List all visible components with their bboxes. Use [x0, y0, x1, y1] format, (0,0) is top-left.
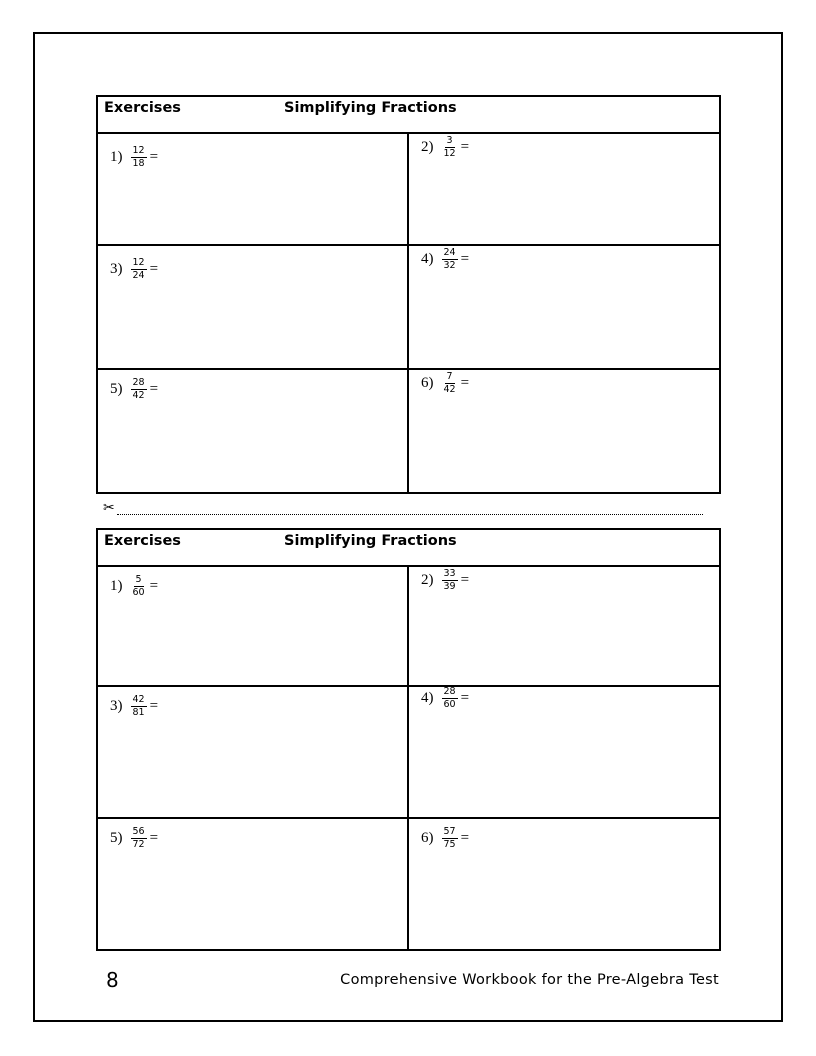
book-title-footer: Comprehensive Workbook for the Pre-Algebra Test	[340, 972, 719, 988]
equals-sign: =	[149, 149, 159, 165]
fraction	[442, 827, 458, 850]
fraction	[131, 258, 147, 281]
problem-4	[421, 687, 469, 710]
problem-number: 4)	[421, 690, 434, 706]
numerator: 12	[132, 145, 145, 156]
fraction	[442, 248, 458, 271]
denominator: 42	[132, 390, 145, 401]
problem-number: 2)	[421, 139, 434, 155]
problem-number: 1)	[110, 149, 123, 165]
denominator: 75	[443, 839, 456, 850]
problem-cell-4	[409, 687, 719, 819]
equals-sign: =	[460, 830, 470, 846]
problem-cell-6	[409, 370, 719, 492]
denominator: 42	[443, 384, 456, 395]
numerator: 42	[132, 694, 145, 705]
problem-number: 3)	[110, 698, 123, 714]
denominator: 72	[132, 839, 145, 850]
exercises-label: Exercises	[104, 533, 181, 549]
problem-5	[110, 827, 158, 850]
sheet-header	[98, 97, 719, 134]
fraction	[442, 569, 458, 592]
denominator: 81	[132, 707, 145, 718]
equals-sign: =	[460, 572, 470, 588]
numerator: 28	[443, 686, 456, 697]
denominator: 60	[443, 699, 456, 710]
problem-number: 4)	[421, 251, 434, 267]
problem-cell-6	[409, 819, 719, 949]
problem-grid	[98, 567, 719, 949]
numerator: 33	[443, 568, 456, 579]
fraction	[442, 687, 458, 710]
equals-sign: =	[149, 578, 159, 594]
denominator: 32	[443, 260, 456, 271]
exercises-label: Exercises	[104, 100, 181, 116]
problem-cell-3	[98, 687, 409, 819]
denominator: 18	[132, 158, 145, 169]
scissors-icon: ✂	[103, 500, 115, 516]
fraction	[131, 695, 147, 718]
sheet-title: Simplifying Fractions	[284, 533, 457, 549]
denominator: 39	[443, 581, 456, 592]
fraction	[131, 146, 147, 169]
exercise-sheet-1	[96, 95, 721, 494]
problem-6	[421, 827, 469, 850]
denominator: 60	[132, 587, 145, 598]
equals-sign: =	[460, 690, 470, 706]
equals-sign: =	[460, 139, 470, 155]
numerator: 24	[443, 247, 456, 258]
fraction	[442, 136, 458, 159]
problem-cell-4	[409, 246, 719, 370]
problem-number: 1)	[110, 578, 123, 594]
page-number: 8	[106, 968, 119, 992]
problem-grid	[98, 134, 719, 492]
equals-sign: =	[460, 251, 470, 267]
cut-line	[103, 500, 703, 516]
problem-4	[421, 248, 469, 271]
problem-number: 6)	[421, 830, 434, 846]
problem-number: 2)	[421, 572, 434, 588]
numerator: 12	[132, 257, 145, 268]
problem-2	[421, 136, 469, 159]
numerator: 7	[446, 371, 453, 382]
dotted-cut-line	[117, 505, 703, 515]
problem-number: 5)	[110, 830, 123, 846]
numerator: 3	[446, 135, 453, 146]
problem-cell-5	[98, 819, 409, 949]
problem-number: 6)	[421, 375, 434, 391]
fraction	[131, 575, 147, 598]
equals-sign: =	[460, 375, 470, 391]
equals-sign: =	[149, 698, 159, 714]
denominator: 24	[132, 270, 145, 281]
problem-6	[421, 372, 469, 395]
denominator: 12	[443, 148, 456, 159]
numerator: 57	[443, 826, 456, 837]
problem-number: 3)	[110, 261, 123, 277]
problem-1	[110, 575, 158, 598]
equals-sign: =	[149, 830, 159, 846]
problem-3	[110, 695, 158, 718]
problem-cell-2	[409, 567, 719, 687]
numerator: 5	[135, 574, 142, 585]
problem-1	[110, 146, 158, 169]
problem-cell-1	[98, 134, 409, 246]
problem-3	[110, 258, 158, 281]
problem-cell-1	[98, 567, 409, 687]
problem-cell-5	[98, 370, 409, 492]
numerator: 56	[132, 826, 145, 837]
problem-5	[110, 378, 158, 401]
fraction	[131, 827, 147, 850]
exercise-sheet-2	[96, 528, 721, 951]
fraction	[442, 372, 458, 395]
problem-cell-3	[98, 246, 409, 370]
numerator: 28	[132, 377, 145, 388]
equals-sign: =	[149, 261, 159, 277]
sheet-title: Simplifying Fractions	[284, 100, 457, 116]
problem-2	[421, 569, 469, 592]
sheet-header	[98, 530, 719, 567]
fraction	[131, 378, 147, 401]
problem-number: 5)	[110, 381, 123, 397]
equals-sign: =	[149, 381, 159, 397]
problem-cell-2	[409, 134, 719, 246]
